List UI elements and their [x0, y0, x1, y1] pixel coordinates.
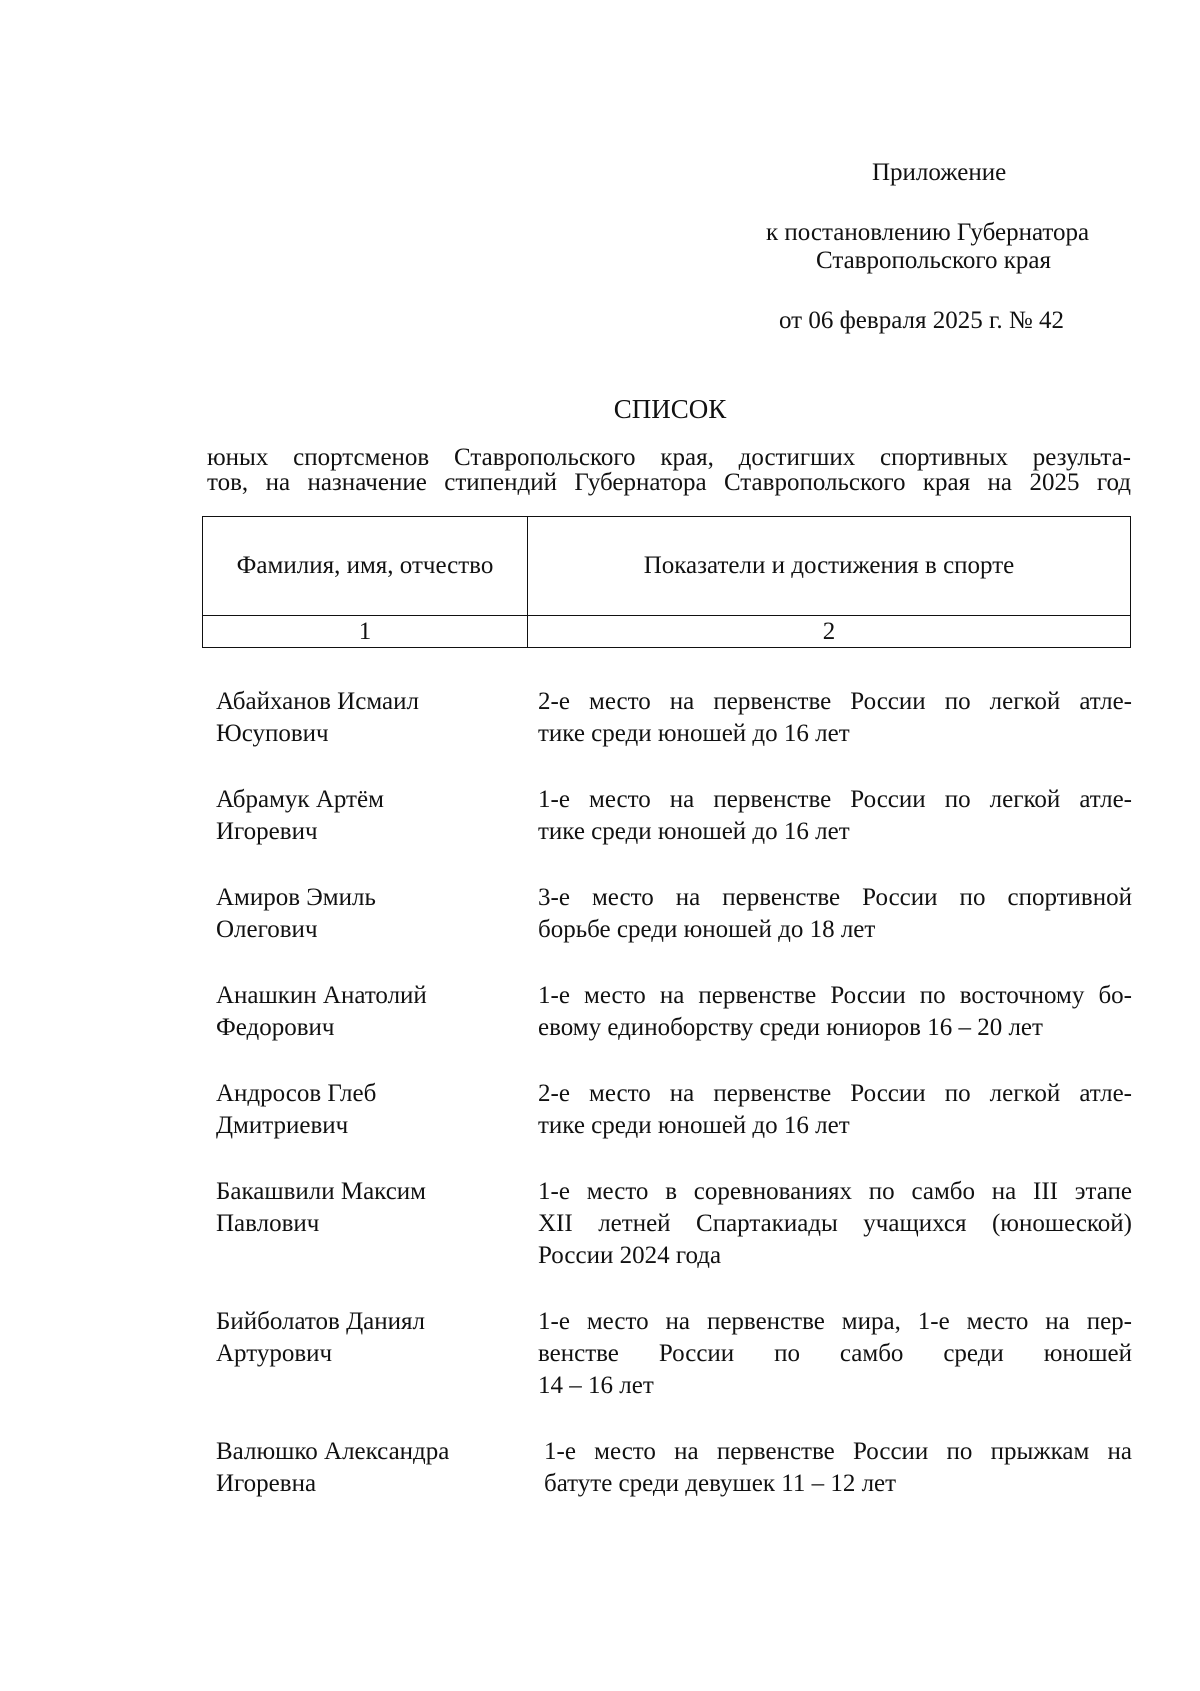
column-number-1: 1	[203, 616, 528, 648]
subtitle-line-1: юных спортсменов Ставропольского края, достигших спортивных результа-	[207, 444, 1131, 471]
athlete-achievement: 1-е место в соревнованиях по самбо на III этапе XII летней Спартакиады учащихся (юношеской) России 2024 года	[538, 1178, 1132, 1269]
athlete-name: Анашкин Анатолий Федорович	[216, 982, 427, 1041]
athlete-name: Валюшко Александра Игоревна	[216, 1438, 450, 1497]
athlete-achievement: 1-е место на первенстве России по восточному бо- евому единоборству среди юниоров 16 – 20 лет	[538, 982, 1132, 1041]
athlete-achievement: 1-е место на первенстве мира, 1-е место на пер- венстве России по самбо среди юношей 14 – 16 лет	[538, 1308, 1132, 1399]
subtitle-line-2: тов, на назначение стипендий Губернатора Ставропольского края на 2025 год	[207, 469, 1131, 496]
column-header-achievements: Показатели и достижения в спорте	[528, 517, 1131, 616]
column-number-2: 2	[528, 616, 1131, 648]
reference-line-2: Ставропольского края	[816, 247, 1051, 274]
athlete-name: Абрамук Артём Игоревич	[216, 786, 384, 845]
athlete-name: Бакашвили Максим Павлович	[216, 1178, 426, 1237]
athlete-achievement: 1-е место на первенстве России по прыжкам на батуте среди девушек 11 – 12 лет	[544, 1438, 1132, 1497]
athlete-name: Амиров Эмиль Олегович	[216, 884, 376, 943]
table-header	[202, 516, 1131, 648]
reference-line-1: к постановлению Губернатора	[766, 219, 1090, 246]
athlete-name: Абайханов Исмаил Юсупович	[216, 688, 419, 747]
athlete-name: Бийболатов Даниял Артурович	[216, 1308, 425, 1367]
column-header-name: Фамилия, имя, отчество	[203, 517, 528, 616]
athlete-achievement: 2-е место на первенстве России по легкой атле- тике среди юношей до 16 лет	[538, 1080, 1132, 1139]
athlete-name: Андросов Глеб Дмитриевич	[216, 1080, 377, 1139]
athlete-achievement: 2-е место на первенстве России по легкой атле- тике среди юношей до 16 лет	[538, 688, 1132, 747]
athlete-achievement: 3-е место на первенстве России по спортивной борьбе среди юношей до 18 лет	[538, 884, 1132, 943]
document-subtitle	[207, 445, 1131, 495]
appendix-label: Приложение	[872, 159, 1007, 186]
athlete-achievement: 1-е место на первенстве России по легкой атле- тике среди юношей до 16 лет	[538, 786, 1132, 845]
decree-date-number: от 06 февраля 2025 г. № 42	[779, 307, 1065, 334]
document-title: СПИСОК	[613, 394, 727, 424]
